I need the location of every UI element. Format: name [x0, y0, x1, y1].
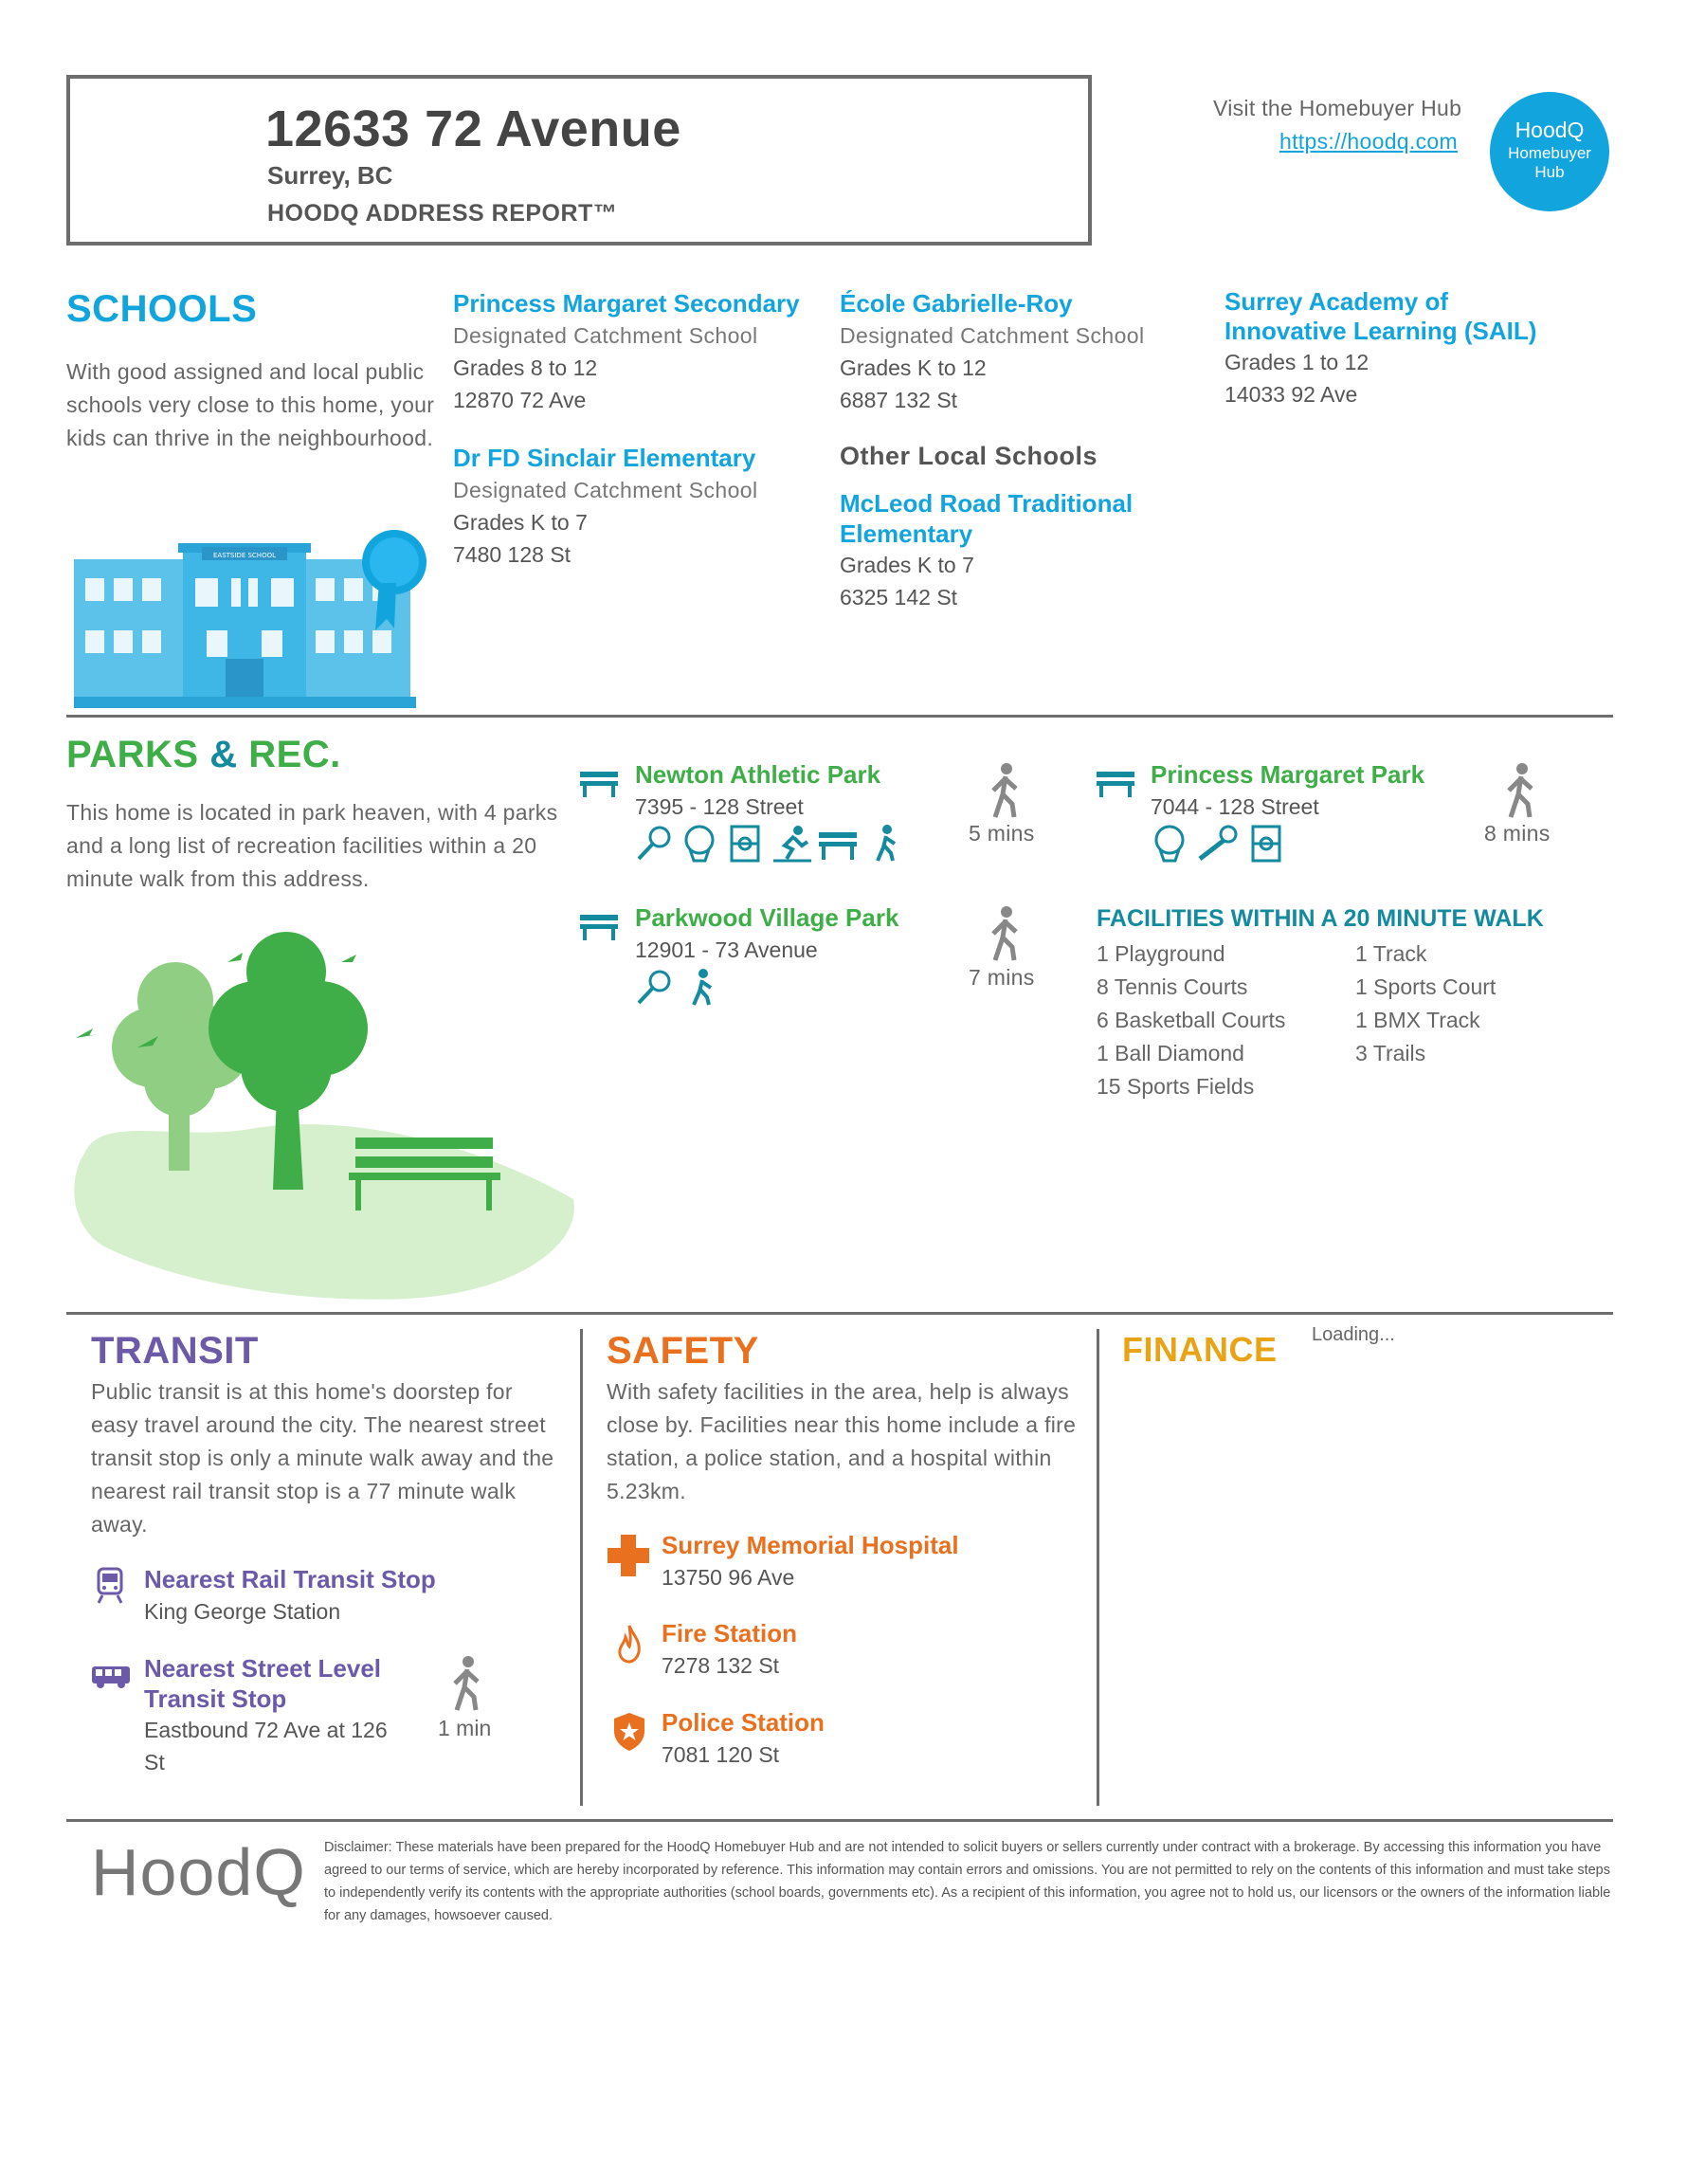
school-card [453, 287, 813, 416]
parks-heading-rec: REC. [248, 734, 341, 775]
badge-line2: Homebuyer [1508, 144, 1591, 162]
finance-heading: FINANCE [1122, 1330, 1278, 1369]
park-name[interactable]: Princess Margaret Park [1151, 760, 1425, 789]
street-stop-label-line2: Transit Stop [144, 1684, 287, 1713]
address-box [66, 75, 1092, 246]
walk-time: 5 mins [969, 821, 1035, 846]
park-card [635, 758, 880, 823]
parks-heading-parks: PARKS [66, 734, 199, 775]
facility-item: 15 Sports Fields [1097, 1074, 1255, 1099]
bench-icon [580, 770, 618, 798]
school-card [840, 287, 1200, 416]
homebuyer-hub-badge[interactable] [1490, 92, 1609, 211]
school-building-illustration [74, 526, 434, 711]
school-grades: Grades K to 12 [840, 355, 987, 380]
hub-link[interactable]: https://hoodq.com [1279, 129, 1458, 154]
bench-icon [580, 913, 618, 941]
other-schools-heading: Other Local Schools [840, 442, 1098, 470]
school-card [1224, 287, 1604, 410]
school-type: Designated Catchment School [453, 478, 758, 502]
school-name[interactable]: Dr FD Sinclair Elementary [453, 444, 756, 472]
facility-item: 1 BMX Track [1355, 1008, 1480, 1032]
bus-icon [91, 1665, 131, 1689]
divider [66, 1819, 1613, 1822]
school-address: 6325 142 St [840, 585, 958, 610]
school-card [840, 488, 1200, 613]
school-name[interactable]: Princess Margaret Secondary [453, 289, 800, 318]
park-illustration [66, 924, 578, 1303]
school-name-line1[interactable]: Surrey Academy of [1224, 287, 1449, 316]
rail-stop [144, 1564, 436, 1628]
walking-person-icon [1503, 762, 1537, 819]
walk-time: 1 min [438, 1716, 492, 1740]
transit-description: Public transit is at this home's doorstep for easy travel around the city. The nearest street transit stop is only a minute walk away and the nearest rail transit stop is a 77 minute walk away. [91, 1379, 554, 1537]
facility-item: 1 Playground [1097, 941, 1225, 966]
fire-station-name[interactable]: Fire Station [662, 1619, 798, 1647]
park-name[interactable]: Newton Athletic Park [635, 760, 881, 789]
school-name[interactable]: École Gabrielle-Roy [840, 289, 1073, 318]
facility-item: 1 Track [1355, 941, 1427, 966]
divider [66, 1312, 1613, 1315]
park-card [1151, 758, 1424, 823]
column-divider [580, 1329, 583, 1806]
bench-icon [819, 825, 857, 863]
school-address: 6887 132 St [840, 388, 958, 412]
school-grades: Grades K to 7 [840, 553, 974, 577]
school-grades: Grades 1 to 12 [1224, 350, 1370, 374]
park-card [635, 901, 898, 966]
facilities-heading: FACILITIES WITHIN A 20 MINUTE WALK [1097, 905, 1544, 932]
parks-heading-amp: & [209, 734, 238, 775]
school-address: 7480 128 St [453, 542, 571, 567]
street-stop [144, 1653, 388, 1778]
police-station [662, 1707, 825, 1771]
walking-person-icon [988, 762, 1022, 819]
trail-walker-icon [688, 969, 717, 1007]
facilities-right-column [1355, 937, 1496, 1070]
police-station-address: 7081 120 St [662, 1742, 780, 1767]
school-type: Designated Catchment School [453, 323, 758, 348]
rail-stop-label: Nearest Rail Transit Stop [144, 1565, 436, 1593]
baseball-icon [1198, 825, 1240, 863]
street-stop-label-line1: Nearest Street Level [144, 1654, 382, 1683]
facility-item: 1 Ball Diamond [1097, 1041, 1244, 1065]
train-icon [97, 1567, 123, 1605]
park-name[interactable]: Parkwood Village Park [635, 903, 899, 932]
facilities-left-column [1097, 937, 1285, 1103]
basketball-icon [1151, 825, 1188, 863]
disclaimer: Disclaimer: These materials have been prepared for the HoodQ Homebuyer Hub and are not intended to solicit buyers or sellers currently under contract with a brokerage. By accessing this information you have agreed to our terms of service, which are hereby incorporated by reference. This information may contain errors and omissions. You are not permitted to rely on the contents of this information and must take steps to independently verify its contents with the appropriate authorities (school boards, governments etc). As a recipient of this information, you agree not to hold us, our licensors or the owners of the information liable for any damages, howsoever caused. [324, 1840, 1611, 1923]
sports-field-icon [1251, 825, 1281, 863]
basketball-icon [680, 825, 718, 863]
walking-person-icon [988, 905, 1022, 962]
badge-line3: Hub [1534, 163, 1565, 181]
school-address: 12870 72 Ave [453, 388, 587, 412]
hospital-address: 13750 96 Ave [662, 1565, 795, 1590]
walking-person-icon [449, 1655, 483, 1712]
badge-line1: HoodQ [1515, 118, 1585, 142]
street-stop-value-line1[interactable]: Eastbound 72 Ave at 126 [144, 1718, 388, 1742]
walk-time: 8 mins [1484, 821, 1551, 846]
hospital-cross-icon [608, 1535, 649, 1576]
schools-description: With good assigned and local public schools very close to this home, your kids can thrive in the neighbourhood. [66, 359, 435, 450]
hospital-name[interactable]: Surrey Memorial Hospital [662, 1531, 959, 1559]
track-icon [773, 825, 811, 863]
school-type: Designated Catchment School [840, 323, 1145, 348]
park-address: 7044 - 128 Street [1151, 794, 1319, 819]
parks-description: This home is located in park heaven, with 4 parks and a long list of recreation facilities within a 20 minute walk from this address. [66, 800, 558, 891]
park-amenity-icons [635, 825, 919, 864]
school-address: 14033 92 Ave [1224, 382, 1358, 407]
schools-heading: SCHOOLS [66, 288, 258, 330]
school-card [453, 442, 813, 571]
park-amenity-icons [635, 969, 730, 1009]
school-name-line2[interactable]: Innovative Learning (SAIL) [1224, 317, 1537, 345]
facility-item: 1 Sports Court [1355, 974, 1497, 999]
safety-heading: SAFETY [607, 1330, 759, 1372]
trail-walker-icon [872, 825, 900, 863]
transit-heading: TRANSIT [91, 1330, 259, 1372]
safety-description: With safety facilities in the area, help is always close by. Facilities near this home include a fire station, a police station, and a hospital within 5.23km. [607, 1379, 1077, 1503]
hoodq-logo: HoodQ [91, 1835, 306, 1909]
street-stop-value-line2[interactable]: St [144, 1750, 165, 1774]
hospital [662, 1530, 959, 1593]
school-grades: Grades 8 to 12 [453, 355, 598, 380]
parks-heading [66, 734, 341, 776]
tennis-icon [635, 969, 673, 1007]
fire-icon [616, 1624, 643, 1664]
facility-item: 8 Tennis Courts [1097, 974, 1248, 999]
facility-item: 3 Trails [1355, 1041, 1426, 1065]
divider [66, 715, 1613, 718]
rail-stop-value[interactable]: King George Station [144, 1599, 341, 1624]
bench-icon [1097, 770, 1134, 798]
police-station-name[interactable]: Police Station [662, 1708, 825, 1737]
park-address: 7395 - 128 Street [635, 794, 804, 819]
fire-station-address: 7278 132 St [662, 1653, 780, 1678]
school-grades: Grades K to 7 [453, 510, 588, 535]
facility-item: 6 Basketball Courts [1097, 1008, 1286, 1032]
park-amenity-icons [1151, 825, 1340, 864]
finance-loading-status: Loading... [1312, 1324, 1395, 1345]
park-address: 12901 - 73 Avenue [635, 937, 818, 962]
report-title: HOODQ ADDRESS REPORT™ [267, 200, 618, 227]
tennis-icon [635, 825, 673, 863]
school-name-line1[interactable]: McLeod Road Traditional [840, 489, 1134, 518]
police-shield-icon [613, 1712, 645, 1752]
column-divider [1097, 1329, 1099, 1806]
walk-time: 7 mins [969, 965, 1035, 990]
sports-field-icon [730, 825, 760, 863]
address-title: 12633 72 Avenue [265, 100, 681, 157]
fire-station [662, 1618, 797, 1682]
school-sign-text: EASTSIDE SCHOOL [213, 552, 276, 559]
address-city: Surrey, BC [267, 161, 393, 190]
hub-text: Visit the Homebuyer Hub [1213, 96, 1462, 120]
school-name-line2[interactable]: Elementary [840, 519, 973, 548]
